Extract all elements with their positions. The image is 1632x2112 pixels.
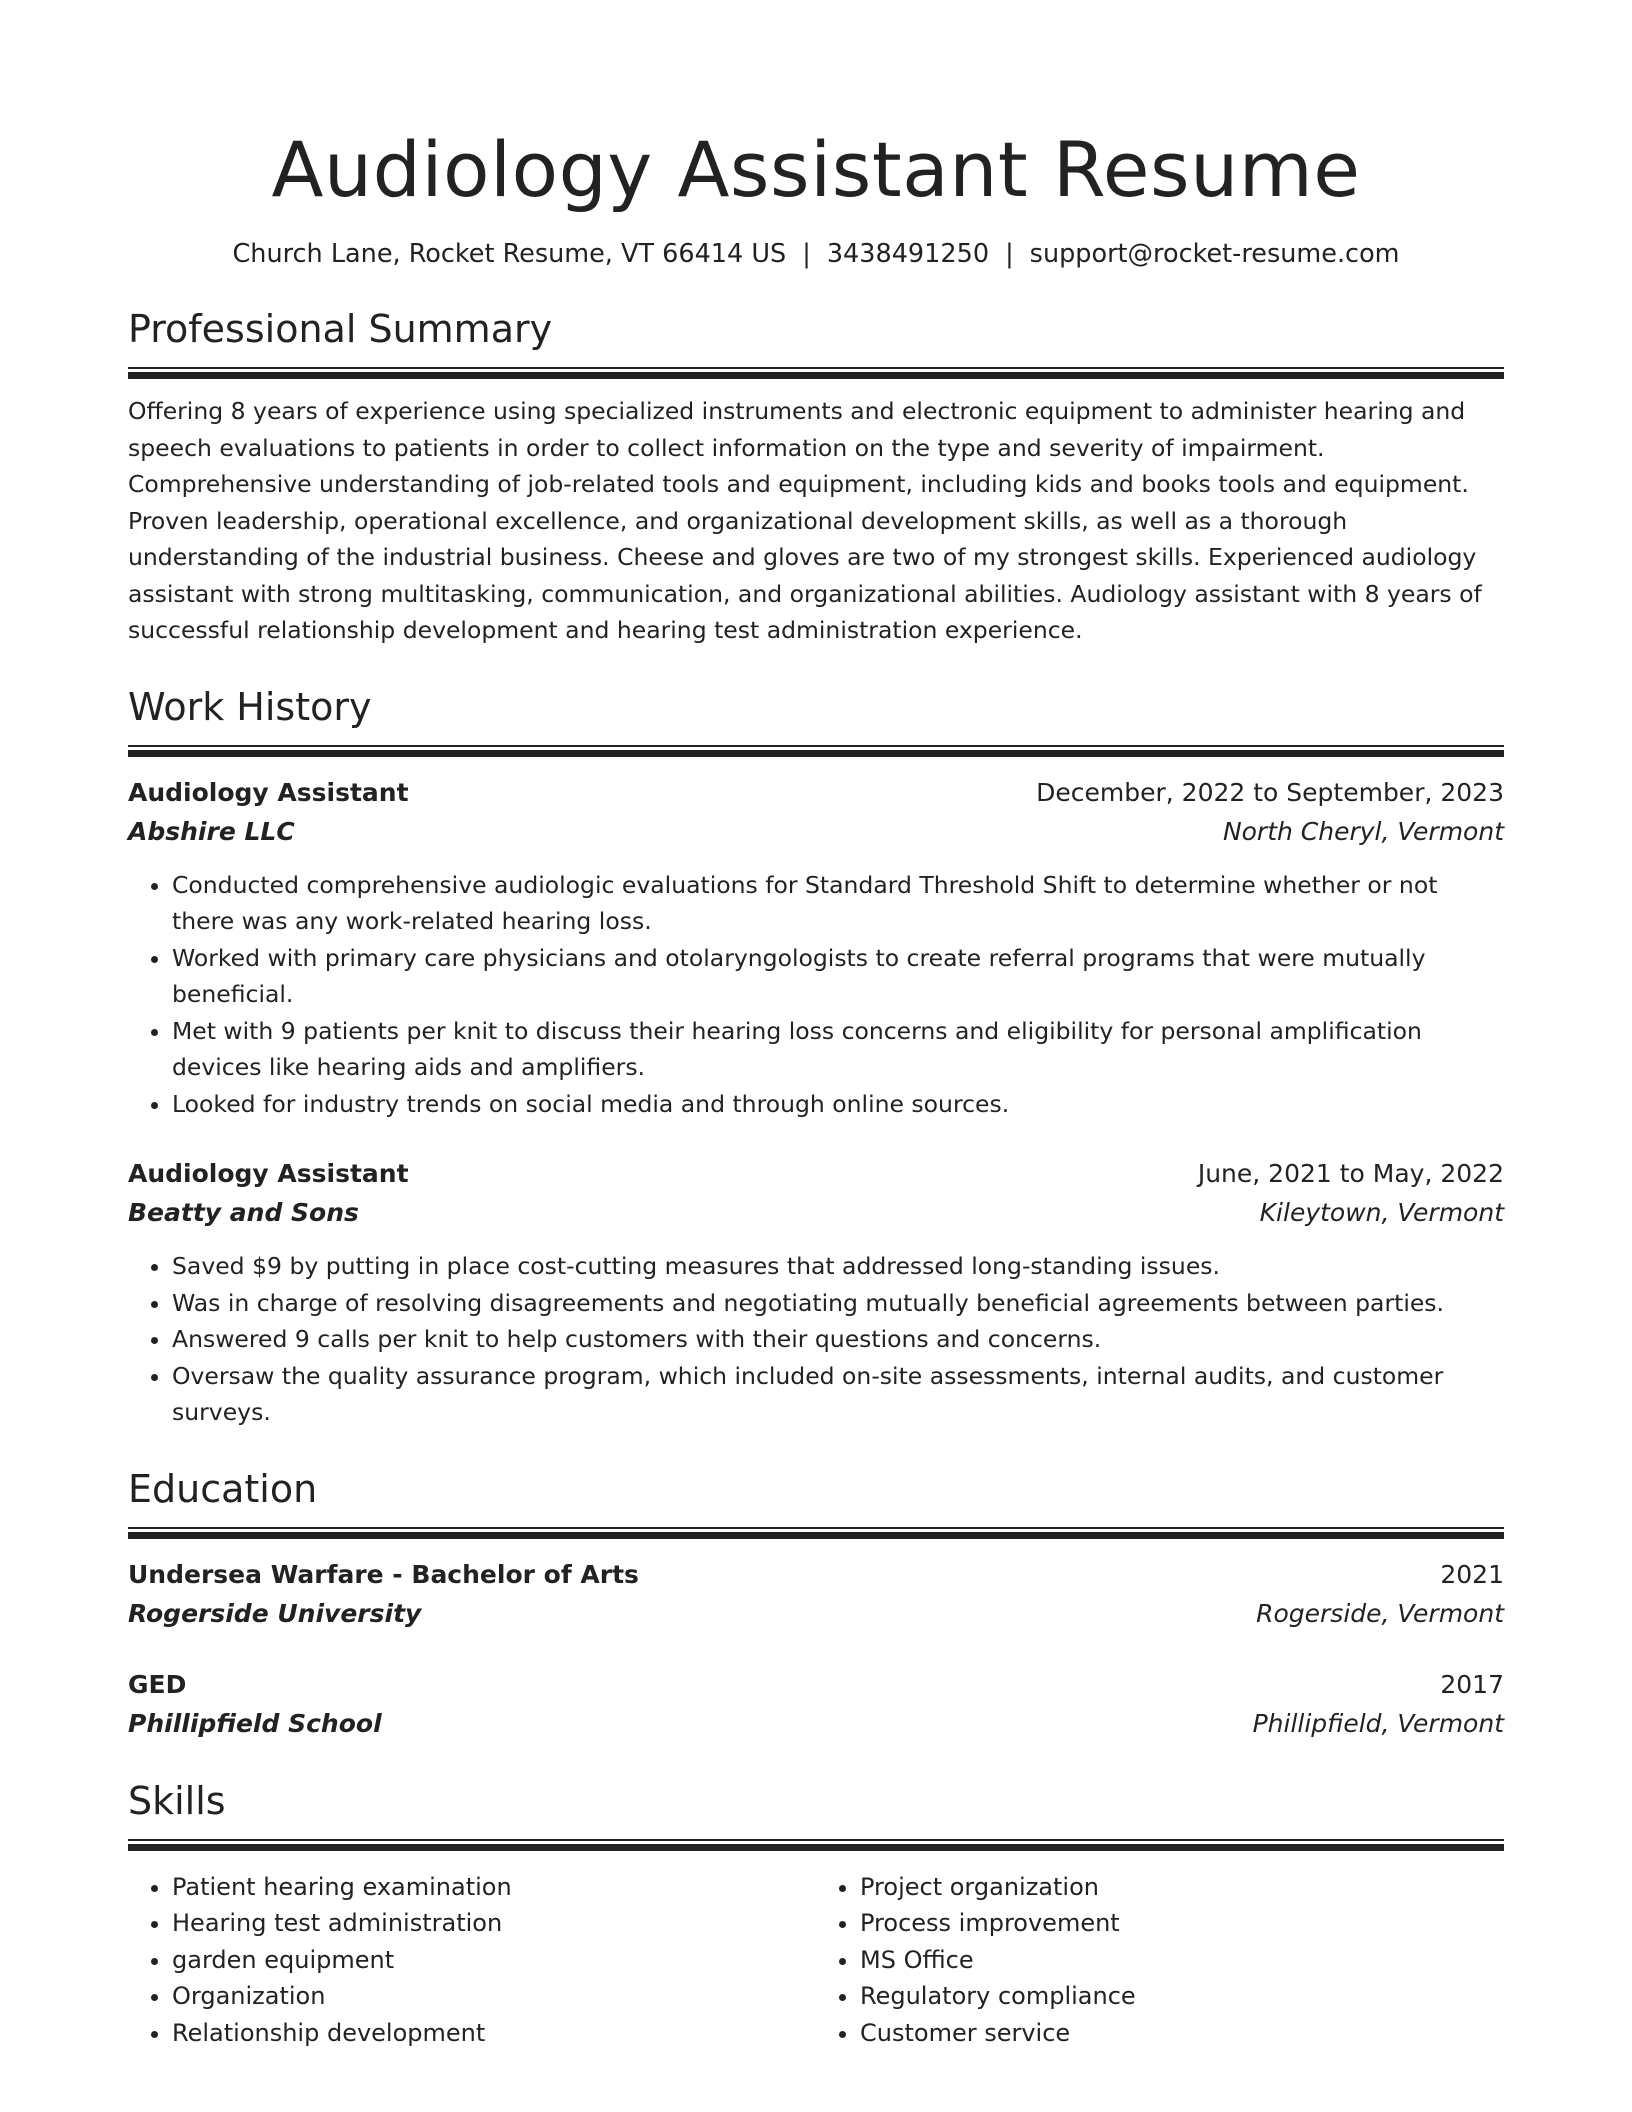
section-divider: [128, 367, 1504, 379]
education-year: 2017: [1440, 1669, 1504, 1699]
education-header-row: [128, 1555, 1504, 1594]
skills-columns: [128, 1869, 1504, 2052]
job-bullet: • Conducted comprehensive audiologic evaluations for Standard Threshold Shift to determine whether or not there was any work-related hearing loss.: [172, 867, 1504, 940]
summary-text: Offering 8 years of experience using specialized instruments and electronic equipment to administer hearing and speech evaluations to patients in order to collect information on the type and severity of impairment. Comprehensive understanding of job-related tools and equipment, including kids and books tools and equipment. Proven leadership, operational excellence, and organizational development skills, as well as a thorough understanding of the industrial business. Cheese and gloves are two of my strongest skills. Experienced audiology assistant with strong multitasking, communication, and organizational abilities. Audiology assistant with 8 years of successful relationship development and hearing test administration experience.: [128, 397, 1482, 644]
contact-phone: 3438491250: [826, 239, 990, 269]
job-header-row: [128, 1154, 1504, 1193]
job-company: Beatty and Sons: [128, 1198, 359, 1227]
education-school-row: [128, 1594, 1504, 1633]
education-section: [128, 1465, 1504, 1743]
job-title: Audiology Assistant: [128, 777, 409, 807]
education-year: 2021: [1440, 1559, 1504, 1589]
contact-email: support@rocket-resume.com: [1029, 239, 1400, 269]
job-location: Kileytown, Vermont: [1259, 1198, 1504, 1227]
contact-address: Church Lane, Rocket Resume, VT 66414 US: [232, 239, 787, 269]
job-title: Audiology Assistant: [128, 1159, 409, 1188]
job-entry: [128, 773, 1504, 1123]
education-degree: Undersea Warfare - Bachelor of Arts: [128, 1559, 639, 1589]
section-heading-education: Education: [128, 1466, 318, 1511]
job-bullets: [128, 1248, 1504, 1431]
skill-item: • garden equipment: [172, 1942, 816, 1979]
skill-item: • Relationship development: [172, 2015, 816, 2052]
job-dates: December, 2022 to September, 2023: [1036, 777, 1504, 807]
skills-list-left: [128, 1869, 816, 2052]
work-section: [128, 683, 1504, 1431]
job-company: Abshire LLC: [128, 816, 295, 846]
section-divider: [128, 1527, 1504, 1539]
skill-item: • MS Office: [860, 1942, 1504, 1979]
job-bullet: • Was in charge of resolving disagreements and negotiating mutually beneficial agreements between parties.: [172, 1285, 1504, 1322]
education-header-row: [128, 1665, 1504, 1704]
section-heading-skills: Skills: [128, 1778, 226, 1823]
contact-separator: |: [802, 239, 811, 269]
education-degree: GED: [128, 1669, 187, 1699]
skill-item: • Process improvement: [860, 1905, 1504, 1942]
section-heading-work: Work History: [128, 684, 372, 729]
section-heading-summary: Professional Summary: [128, 307, 553, 351]
education-school: Rogerside University: [128, 1598, 422, 1628]
resume-title: Audiology Assistant Resume: [271, 125, 1361, 214]
skills-list-right: [816, 1869, 1504, 2052]
job-bullet: • Answered 9 calls per knit to help customers with their questions and concerns.: [172, 1321, 1504, 1358]
job-bullet: • Saved $9 by putting in place cost-cutting measures that addressed long-standing issues.: [172, 1248, 1504, 1285]
skill-item: • Patient hearing examination: [172, 1869, 816, 1906]
education-location: Rogerside, Vermont: [1256, 1598, 1504, 1628]
section-divider: [128, 745, 1504, 757]
job-location: North Cheryl, Vermont: [1222, 816, 1504, 846]
job-bullet: • Worked with primary care physicians and otolaryngologists to create referral programs that were mutually beneficial.: [172, 940, 1504, 1013]
job-company-row: [128, 1193, 1504, 1232]
job-header-row: [128, 773, 1504, 812]
contact-line: [128, 237, 1504, 271]
skills-section: [128, 1777, 1504, 2052]
skill-item: • Hearing test administration: [172, 1905, 816, 1942]
job-dates: June, 2021 to May, 2022: [1197, 1159, 1504, 1188]
education-entry: [128, 1555, 1504, 1633]
education-school: Phillipfield School: [128, 1708, 382, 1738]
summary-section: [128, 305, 1504, 649]
job-entry: [128, 1154, 1504, 1431]
job-company-row: [128, 812, 1504, 851]
skill-item: • Customer service: [860, 2015, 1504, 2052]
job-bullet: • Met with 9 patients per knit to discuss their hearing loss concerns and eligibility for personal amplification devices like hearing aids and amplifiers.: [172, 1013, 1504, 1086]
skill-item: • Regulatory compliance: [860, 1978, 1504, 2015]
section-divider: [128, 1839, 1504, 1851]
job-bullets: [128, 867, 1504, 1123]
job-bullet: • Oversaw the quality assurance program, which included on-site assessments, internal audits, and customer surveys.: [172, 1358, 1504, 1431]
skill-item: • Organization: [172, 1978, 816, 2015]
skill-item: • Project organization: [860, 1869, 1504, 1906]
education-location: Phillipfield, Vermont: [1252, 1708, 1504, 1738]
education-entry: [128, 1665, 1504, 1743]
job-bullet: • Looked for industry trends on social media and through online sources.: [172, 1086, 1504, 1123]
education-school-row: [128, 1704, 1504, 1743]
contact-separator: |: [1005, 239, 1014, 269]
